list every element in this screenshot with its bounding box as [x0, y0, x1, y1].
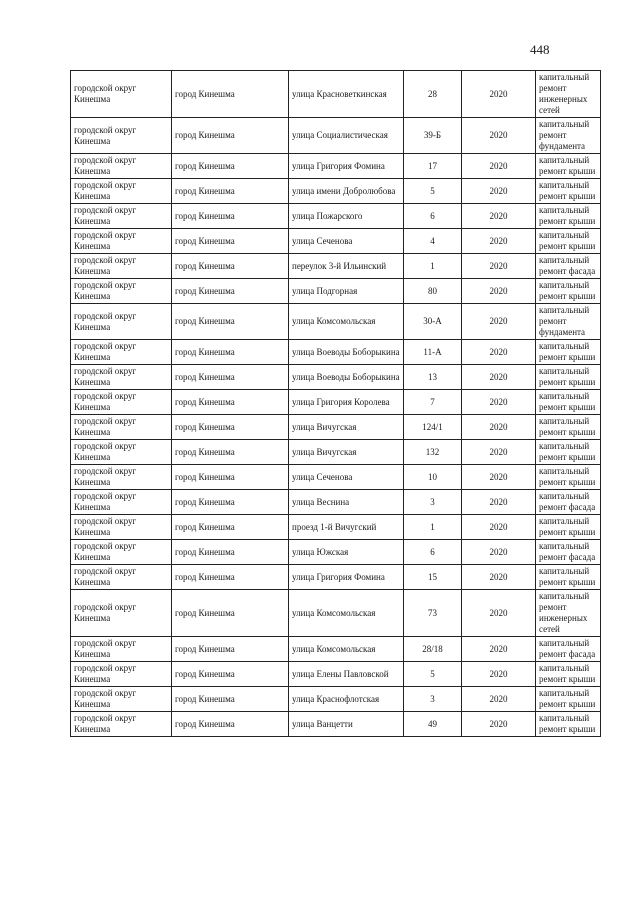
district-cell: городской округ Кинешма: [71, 712, 172, 737]
city-cell: город Кинешма: [172, 340, 289, 365]
house-number-cell: 1: [404, 515, 462, 540]
city-cell: город Кинешма: [172, 390, 289, 415]
work-type-cell: капитальный ремонт фасада: [536, 490, 601, 515]
street-cell: улица Подгорная: [289, 279, 404, 304]
table-row: [71, 118, 601, 154]
year-cell: 2020: [462, 440, 536, 465]
table-row: [71, 440, 601, 465]
work-type-cell: капитальный ремонт крыши: [536, 415, 601, 440]
table-row: [71, 340, 601, 365]
house-number-cell: 6: [404, 204, 462, 229]
table-row: [71, 637, 601, 662]
year-cell: 2020: [462, 415, 536, 440]
street-cell: улица Елены Павловской: [289, 662, 404, 687]
year-cell: 2020: [462, 204, 536, 229]
house-number-cell: 15: [404, 565, 462, 590]
house-number-cell: 1: [404, 254, 462, 279]
street-cell: улица Вичугская: [289, 415, 404, 440]
street-cell: улица Красноветкинская: [289, 71, 404, 118]
table-row: [71, 254, 601, 279]
house-number-cell: 7: [404, 390, 462, 415]
district-cell: городской округ Кинешма: [71, 340, 172, 365]
table-row: [71, 490, 601, 515]
year-cell: 2020: [462, 565, 536, 590]
year-cell: 2020: [462, 465, 536, 490]
city-cell: город Кинешма: [172, 154, 289, 179]
work-type-cell: капитальный ремонт крыши: [536, 565, 601, 590]
house-number-cell: 132: [404, 440, 462, 465]
street-cell: улица Комсомольская: [289, 637, 404, 662]
work-type-cell: капитальный ремонт крыши: [536, 687, 601, 712]
street-cell: улица Ванцетти: [289, 712, 404, 737]
city-cell: город Кинешма: [172, 637, 289, 662]
house-number-cell: 17: [404, 154, 462, 179]
table-row: [71, 179, 601, 204]
city-cell: город Кинешма: [172, 254, 289, 279]
year-cell: 2020: [462, 540, 536, 565]
house-number-cell: 10: [404, 465, 462, 490]
year-cell: 2020: [462, 118, 536, 154]
street-cell: улица Южская: [289, 540, 404, 565]
district-cell: городской округ Кинешма: [71, 118, 172, 154]
year-cell: 2020: [462, 254, 536, 279]
district-cell: городской округ Кинешма: [71, 687, 172, 712]
year-cell: 2020: [462, 229, 536, 254]
street-cell: переулок 3-й Ильинский: [289, 254, 404, 279]
district-cell: городской округ Кинешма: [71, 71, 172, 118]
district-cell: городской округ Кинешма: [71, 279, 172, 304]
work-type-cell: капитальный ремонт фундамента: [536, 304, 601, 340]
city-cell: город Кинешма: [172, 204, 289, 229]
table-row: [71, 540, 601, 565]
street-cell: улица Сеченова: [289, 229, 404, 254]
district-cell: городской округ Кинешма: [71, 515, 172, 540]
street-cell: улица имени Добролюбова: [289, 179, 404, 204]
table-row: [71, 304, 601, 340]
work-type-cell: капитальный ремонт крыши: [536, 390, 601, 415]
district-cell: городской округ Кинешма: [71, 179, 172, 204]
city-cell: город Кинешма: [172, 490, 289, 515]
year-cell: 2020: [462, 179, 536, 204]
work-type-cell: капитальный ремонт крыши: [536, 179, 601, 204]
table-body: [71, 71, 601, 737]
street-cell: улица Веснина: [289, 490, 404, 515]
year-cell: 2020: [462, 687, 536, 712]
city-cell: город Кинешма: [172, 465, 289, 490]
table-row: [71, 712, 601, 737]
city-cell: город Кинешма: [172, 590, 289, 637]
district-cell: городской округ Кинешма: [71, 229, 172, 254]
city-cell: город Кинешма: [172, 712, 289, 737]
district-cell: городской округ Кинешма: [71, 390, 172, 415]
house-number-cell: 49: [404, 712, 462, 737]
table-row: [71, 365, 601, 390]
work-type-cell: капитальный ремонт крыши: [536, 204, 601, 229]
house-number-cell: 28/18: [404, 637, 462, 662]
city-cell: город Кинешма: [172, 687, 289, 712]
table-row: [71, 590, 601, 637]
house-number-cell: 124/1: [404, 415, 462, 440]
street-cell: улица Социалистическая: [289, 118, 404, 154]
work-type-cell: капитальный ремонт инженерных сетей: [536, 71, 601, 118]
district-cell: городской округ Кинешма: [71, 565, 172, 590]
city-cell: город Кинешма: [172, 662, 289, 687]
work-type-cell: капитальный ремонт фасада: [536, 540, 601, 565]
district-cell: городской округ Кинешма: [71, 637, 172, 662]
street-cell: улица Григория Фомина: [289, 565, 404, 590]
work-type-cell: капитальный ремонт крыши: [536, 279, 601, 304]
city-cell: город Кинешма: [172, 179, 289, 204]
street-cell: улица Краснофлотская: [289, 687, 404, 712]
year-cell: 2020: [462, 590, 536, 637]
house-number-cell: 73: [404, 590, 462, 637]
street-cell: улица Григория Королева: [289, 390, 404, 415]
street-cell: улица Комсомольская: [289, 304, 404, 340]
table-row: [71, 71, 601, 118]
district-cell: городской округ Кинешма: [71, 662, 172, 687]
table-row: [71, 229, 601, 254]
year-cell: 2020: [462, 390, 536, 415]
city-cell: город Кинешма: [172, 540, 289, 565]
year-cell: 2020: [462, 712, 536, 737]
year-cell: 2020: [462, 637, 536, 662]
work-type-cell: капитальный ремонт крыши: [536, 662, 601, 687]
page-number: 448: [530, 42, 550, 57]
city-cell: город Кинешма: [172, 279, 289, 304]
house-number-cell: 5: [404, 662, 462, 687]
work-type-cell: капитальный ремонт крыши: [536, 365, 601, 390]
work-type-cell: капитальный ремонт крыши: [536, 712, 601, 737]
city-cell: город Кинешма: [172, 440, 289, 465]
city-cell: город Кинешма: [172, 118, 289, 154]
table-row: [71, 565, 601, 590]
street-cell: улица Воеводы Боборыкина: [289, 365, 404, 390]
house-number-cell: 6: [404, 540, 462, 565]
table-row: [71, 515, 601, 540]
house-number-cell: 4: [404, 229, 462, 254]
year-cell: 2020: [462, 365, 536, 390]
house-number-cell: 3: [404, 687, 462, 712]
year-cell: 2020: [462, 279, 536, 304]
house-number-cell: 30-А: [404, 304, 462, 340]
city-cell: город Кинешма: [172, 565, 289, 590]
year-cell: 2020: [462, 490, 536, 515]
year-cell: 2020: [462, 304, 536, 340]
table-row: [71, 687, 601, 712]
street-cell: проезд 1-й Вичугский: [289, 515, 404, 540]
house-number-cell: 39-Б: [404, 118, 462, 154]
work-type-cell: капитальный ремонт фундамента: [536, 118, 601, 154]
house-number-cell: 11-А: [404, 340, 462, 365]
housing-repair-table: [70, 70, 601, 737]
district-cell: городской округ Кинешма: [71, 440, 172, 465]
district-cell: городской округ Кинешма: [71, 590, 172, 637]
house-number-cell: 5: [404, 179, 462, 204]
district-cell: городской округ Кинешма: [71, 490, 172, 515]
district-cell: городской округ Кинешма: [71, 540, 172, 565]
district-cell: городской округ Кинешма: [71, 365, 172, 390]
table-row: [71, 662, 601, 687]
house-number-cell: 3: [404, 490, 462, 515]
city-cell: город Кинешма: [172, 304, 289, 340]
work-type-cell: капитальный ремонт крыши: [536, 154, 601, 179]
year-cell: 2020: [462, 515, 536, 540]
house-number-cell: 13: [404, 365, 462, 390]
district-cell: городской округ Кинешма: [71, 304, 172, 340]
table-row: [71, 415, 601, 440]
street-cell: улица Комсомольская: [289, 590, 404, 637]
district-cell: городской округ Кинешма: [71, 254, 172, 279]
table-row: [71, 279, 601, 304]
street-cell: улица Вичугская: [289, 440, 404, 465]
street-cell: улица Пожарского: [289, 204, 404, 229]
work-type-cell: капитальный ремонт крыши: [536, 515, 601, 540]
work-type-cell: капитальный ремонт крыши: [536, 465, 601, 490]
work-type-cell: капитальный ремонт фасада: [536, 254, 601, 279]
city-cell: город Кинешма: [172, 229, 289, 254]
city-cell: город Кинешма: [172, 515, 289, 540]
district-cell: городской округ Кинешма: [71, 465, 172, 490]
year-cell: 2020: [462, 71, 536, 118]
city-cell: город Кинешма: [172, 365, 289, 390]
district-cell: городской округ Кинешма: [71, 204, 172, 229]
street-cell: улица Сеченова: [289, 465, 404, 490]
table-row: [71, 154, 601, 179]
year-cell: 2020: [462, 662, 536, 687]
year-cell: 2020: [462, 340, 536, 365]
street-cell: улица Воеводы Боборыкина: [289, 340, 404, 365]
city-cell: город Кинешма: [172, 415, 289, 440]
work-type-cell: капитальный ремонт инженерных сетей: [536, 590, 601, 637]
year-cell: 2020: [462, 154, 536, 179]
street-cell: улица Григория Фомина: [289, 154, 404, 179]
work-type-cell: капитальный ремонт крыши: [536, 340, 601, 365]
work-type-cell: капитальный ремонт фасада: [536, 637, 601, 662]
district-cell: городской округ Кинешма: [71, 415, 172, 440]
table-row: [71, 465, 601, 490]
work-type-cell: капитальный ремонт крыши: [536, 440, 601, 465]
city-cell: город Кинешма: [172, 71, 289, 118]
house-number-cell: 28: [404, 71, 462, 118]
table-row: [71, 390, 601, 415]
work-type-cell: капитальный ремонт крыши: [536, 229, 601, 254]
table-row: [71, 204, 601, 229]
district-cell: городской округ Кинешма: [71, 154, 172, 179]
house-number-cell: 80: [404, 279, 462, 304]
